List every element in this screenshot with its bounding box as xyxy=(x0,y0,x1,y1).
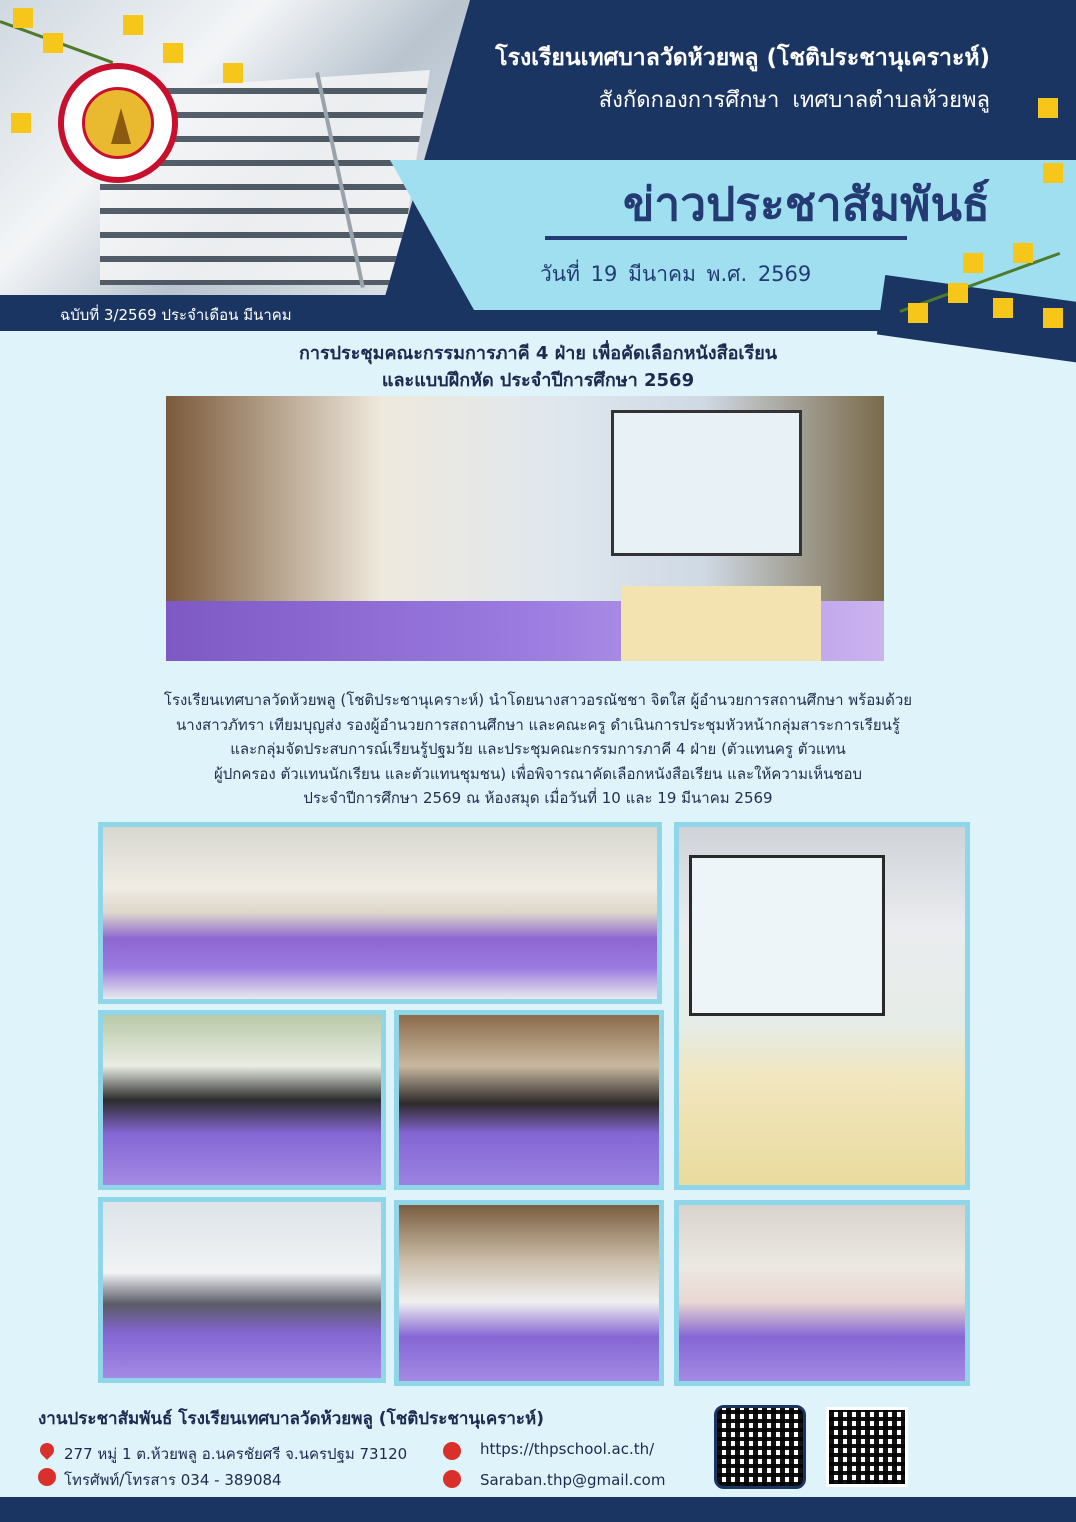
flower-decoration xyxy=(40,30,66,56)
qr-code-icon[interactable] xyxy=(714,1405,806,1489)
issue-date: วันที่ 19 มีนาคม พ.ศ. 2569 xyxy=(540,262,812,286)
affiliation: สังกัดกองการศึกษา เทศบาลตำบลห้วยพลู xyxy=(598,88,990,113)
flower-decoration xyxy=(1040,160,1066,186)
flower-decoration xyxy=(990,295,1016,321)
flower-decoration xyxy=(945,280,971,306)
flower-decoration xyxy=(1010,240,1036,266)
flower-decoration xyxy=(905,300,931,326)
gallery-photo-reviewing-books xyxy=(98,1010,386,1190)
flower-decoration xyxy=(220,60,246,86)
gallery-photo-presentation xyxy=(674,822,970,1190)
main-meeting-photo xyxy=(166,396,884,661)
school-logo xyxy=(58,63,178,183)
article-caption xyxy=(80,688,996,811)
school-name: โรงเรียนเทศบาลวัดห้วยพลู (โชติประชานุเคราะห์) xyxy=(495,45,990,71)
issue-number: ฉบับที่ 3/2569 ประจำเดือน มีนาคม xyxy=(60,306,292,324)
footer-address: 277 หมู่ 1 ต.ห้วยพลู อ.นครชัยศรี จ.นครปฐม 73120 xyxy=(64,1445,408,1463)
caption-line: และกลุ่มจัดประสบการณ์เรียนรู้ปฐมวัย และประชุมคณะกรรมการภาคี 4 ฝ่าย (ตัวแทนครู ตัวแทน xyxy=(230,740,846,758)
headline-line-1: การประชุมคณะกรรมการภาคี 4 ฝ่าย เพื่อคัดเลือกหนังสือเรียน xyxy=(298,343,778,364)
phone-icon xyxy=(38,1468,56,1486)
flower-decoration xyxy=(8,110,34,136)
caption-line: ประจำปีการศึกษา 2569 ณ ห้องสมุด เมื่อวันที่ 10 และ 19 มีนาคม 2569 xyxy=(303,789,773,807)
flower-decoration xyxy=(960,250,986,276)
flower-decoration xyxy=(1035,95,1061,121)
footer-phone: โทรศัพท์/โทรสาร 034 - 389084 xyxy=(64,1471,282,1489)
flower-decoration xyxy=(120,12,146,38)
footer-band xyxy=(0,1497,1076,1522)
footer-title: งานประชาสัมพันธ์ โรงเรียนเทศบาลวัดห้วยพลู (โชติประชานุเคราะห์) xyxy=(38,1409,544,1429)
title-underline xyxy=(545,236,907,240)
mail-icon xyxy=(443,1470,461,1488)
caption-line: นางสาวภัทรา เทียมบุญส่ง รองผู้อำนวยการสถานศึกษา และคณะครู ดำเนินการประชุมหัวหน้ากลุ่มสาระการเรียนรู้ xyxy=(176,715,900,734)
headline-line-2: และแบบฝึกหัด ประจำปีการศึกษา 2569 xyxy=(381,370,695,391)
footer-website[interactable]: https://thpschool.ac.th/ xyxy=(480,1440,655,1458)
footer-email[interactable]: Saraban.thp@gmail.com xyxy=(480,1471,666,1489)
gallery-photo-students xyxy=(394,1200,664,1386)
caption-line: โรงเรียนเทศบาลวัดห้วยพลู (โชติประชานุเคราะห์) นำโดยนางสาวอรณัชชา จิตใส ผู้อำนวยการสถานศึกษา พร้อมด้วย xyxy=(163,691,913,709)
gallery-photo-committee xyxy=(674,1200,970,1386)
article-headline xyxy=(200,340,876,394)
caption-line: ผู้ปกครอง ตัวแทนนักเรียน และตัวแทนชุมชน) เพื่อพิจารณาคัดเลือกหนังสือเรียน และให้ความเห็นชอบ xyxy=(213,764,863,783)
flower-decoration xyxy=(160,40,186,66)
newsletter-title: ข่าวประชาสัมพันธ์ xyxy=(622,177,990,231)
gallery-photo-library xyxy=(98,1197,386,1383)
qr-code-icon[interactable] xyxy=(826,1407,908,1487)
flower-decoration xyxy=(1040,305,1066,331)
gallery-photo-reading xyxy=(394,1010,664,1190)
flower-decoration xyxy=(10,5,36,31)
web-icon xyxy=(443,1442,461,1460)
gallery-photo-teachers-table xyxy=(98,822,662,1004)
